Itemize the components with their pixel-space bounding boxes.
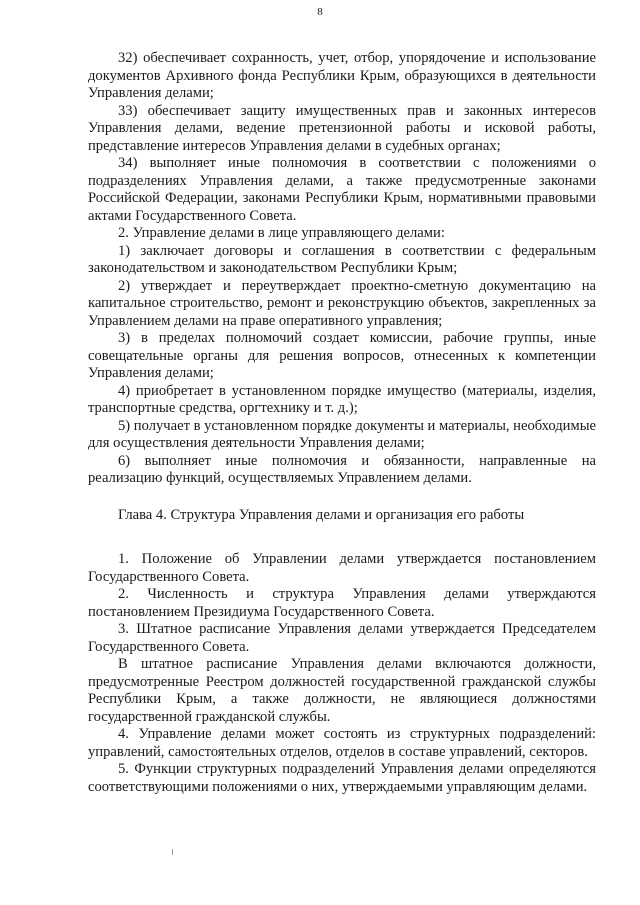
paragraph-item-33: 33) обеспечивает защиту имущественных прав и законных интересов Управления делами, ведение претензионной работы и исковой работы, представление интересов Управления делами в судебных органах; [88, 102, 596, 154]
paragraph-item-34: 34) выполняет иные полномочия в соответствии с положениями о подразделениях Управления делами, а также предусмотренные законами Российской Федерации, законами Республики Крым, нормативными правовыми актами Государственного Совета. [88, 155, 596, 224]
paragraph-chapter-item-5: 5. Функции структурных подразделений Управления делами определяются соответствующими положениями о них, утверждаемыми управляющим делами. [88, 761, 596, 795]
paragraph-section-2: 2. Управление делами в лице управляющего делами: [118, 225, 445, 241]
paragraph-chapter-item-3: 3. Штатное расписание Управления делами утверждается Председателем Государственного Совета. [88, 621, 596, 655]
document-body [88, 50, 596, 796]
paragraph-subitem-3: 3) в пределах полномочий создает комиссии, рабочие группы, иные совещательные органы для решения вопросов, отнесенных к компетенции Управления делами; [88, 330, 596, 381]
paragraph-chapter-item-2: 2. Численность и структура Управления делами утверждаются постановлением Президиума Государственного Совета. [88, 586, 596, 620]
paragraph-subitem-6: 6) выполняет иные полномочия и обязанности, направленные на реализацию функций, осуществляемых Управлением делами. [88, 452, 596, 486]
paragraph-chapter-item-1: 1. Положение об Управлении делами утверждается постановлением Государственного Совета. [88, 551, 596, 585]
paragraph-staffing-note: В штатное расписание Управления делами включаются должности, предусмотренные Реестром должностей государственной гражданской службы Республики Крым, а также должности, не являющиеся должностями государственной гражданской службы. [88, 656, 596, 725]
paragraph-subitem-4: 4) приобретает в установленном порядке имущество (материалы, изделия, транспортные средства, оргтехнику и т. д.); [88, 382, 596, 416]
paragraph-chapter-item-4: 4. Управление делами может состоять из структурных подразделений: управлений, самостоятельных отделов, отделов в составе управлений, секторов. [88, 726, 596, 760]
paragraph-subitem-5: 5) получает в установленном порядке документы и материалы, необходимые для осуществления деятельности Управления делами; [88, 417, 596, 451]
paragraph-item-32: 32) обеспечивает сохранность, учет, отбор, упорядочение и использование документов Архивного фонда Республики Крым, образующихся в деятельности Управления делами; [88, 50, 596, 101]
paragraph-subitem-2: 2) утверждает и переутверждает проектно-сметную документацию на капитальное строительство, ремонт и реконструкцию объектов, закрепленных за Управлением делами на праве оперативного управления; [88, 277, 596, 329]
chapter-title: Глава 4. Структура Управления делами и организация его работы [118, 506, 525, 523]
scan-artifact [172, 849, 173, 855]
paragraph-subitem-1: 1) заключает договоры и соглашения в соответствии с федеральным законодательством и законодательством Республики Крым; [88, 242, 596, 276]
page-number: 8 [317, 6, 323, 18]
